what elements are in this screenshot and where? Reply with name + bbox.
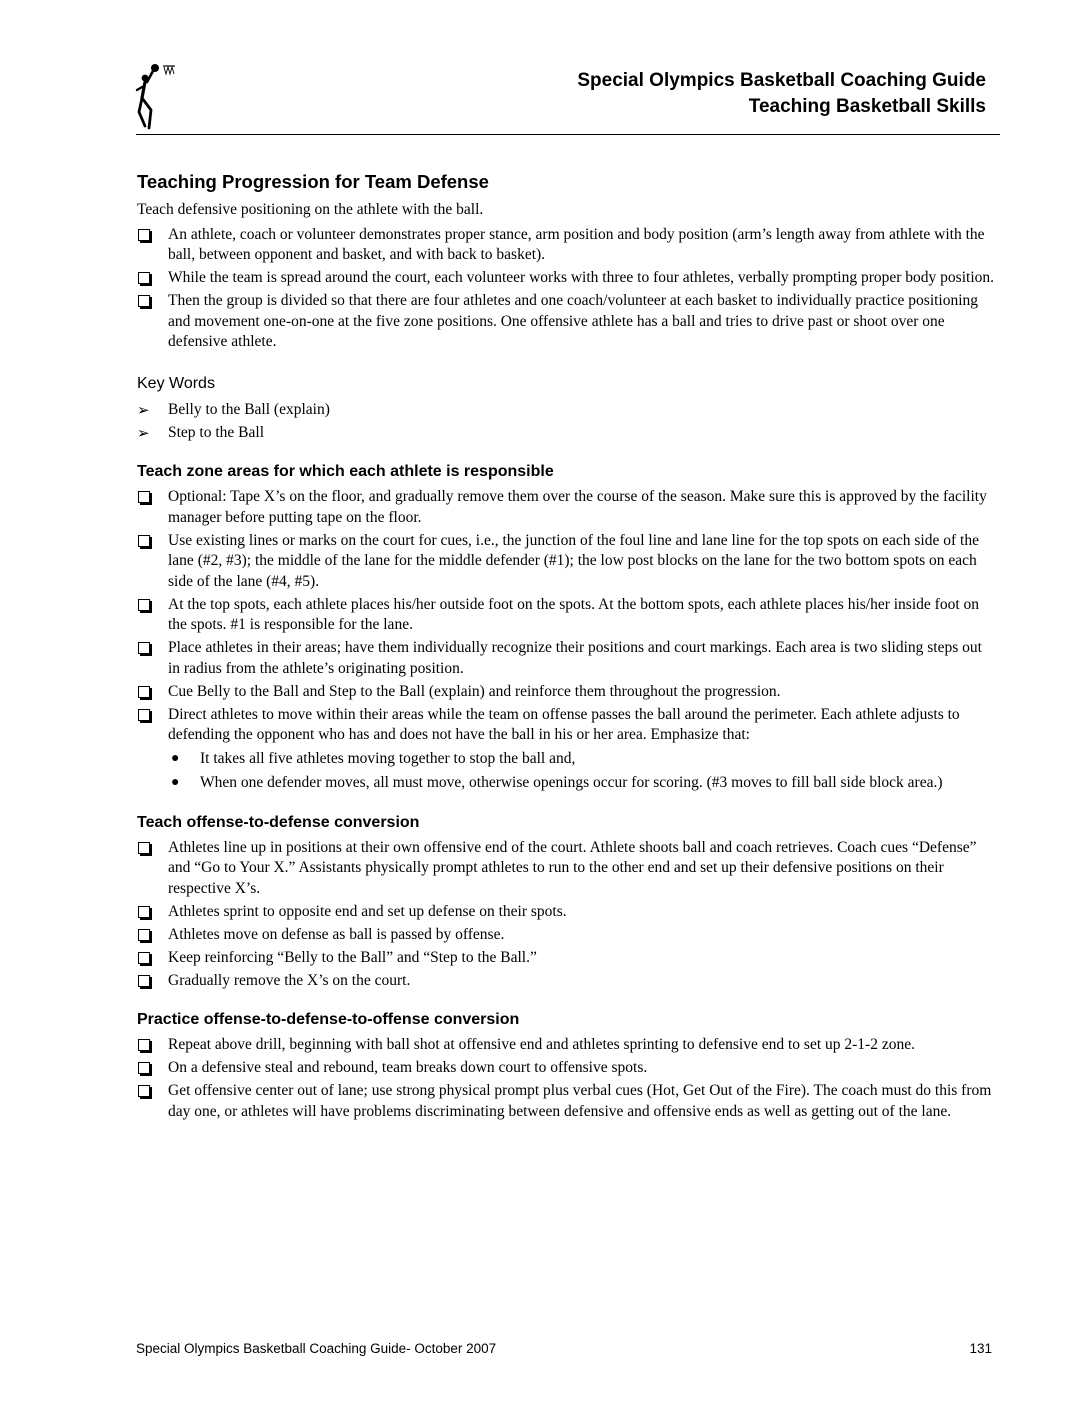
emphasis-list: [168, 749, 995, 794]
header-rule: [136, 134, 1000, 135]
list-item: Get offensive center out of lane; use strong physical prompt plus verbal cues (Hot, Get Out of the Fire). The coach must do this from day one, or athletes will have problems discriminating between defensive and offensive ends as well as getting out of the lane.: [137, 1081, 995, 1122]
page-title: Teaching Progression for Team Defense: [137, 171, 489, 192]
arrow-bullet-icon: ➢: [137, 400, 150, 419]
list-item: ● When one defender moves, all must move, otherwise openings occur for scoring. (#3 moves to fill ball side block area.): [168, 773, 995, 794]
list-item: Cue Belly to the Ball and Step to the Ball (explain) and reinforce them throughout the progression.: [137, 682, 995, 703]
list-item: While the team is spread around the court, each volunteer works with three to four athletes, verbally prompting proper body position.: [137, 268, 995, 289]
checkbox-icon: [138, 952, 150, 964]
checkbox-icon: [138, 295, 150, 307]
checkbox-icon: [138, 642, 150, 654]
checkbox-icon: [138, 491, 150, 503]
list-item: Direct athletes to move within their areas while the team on offense passes the ball around the perimeter. Each athlete adjusts to defending the opponent who has and does not have the ball in his or her area. Emphasize that: ● It takes all five athletes moving together to stop the ball and, ● When one defender moves, all must move, otherwise openings occur for scoring. (#3 moves to fill ball side block area.): [137, 705, 995, 794]
list-item: Athletes line up in positions at their own offensive end of the court. Athlete shoots ball and coach retrieves. Coach cues “Defense” and “Go to Your X.” Assistants physically prompt athletes to run to the other end and set up their defensive positions on their respective X’s.: [137, 838, 995, 900]
key-words-heading: Key Words: [137, 374, 215, 392]
practice-heading: Practice offense-to-defense-to-offense conversion: [137, 1011, 520, 1028]
intro-text: Teach defensive positioning on the athlete with the ball.: [137, 201, 484, 218]
checkbox-icon: [138, 929, 150, 941]
checkbox-icon: [138, 975, 150, 987]
checkbox-icon: [138, 709, 150, 721]
list-item: ● It takes all five athletes moving together to stop the ball and,: [168, 749, 995, 770]
conversion-list: [137, 838, 995, 992]
list-item: Athletes move on defense as ball is passed by offense.: [137, 925, 995, 946]
basketball-player-logo-icon: [133, 60, 181, 132]
list-item: Then the group is divided so that there are four athletes and one coach/volunteer at each basket to individually practice positioning and movement one-on-one at the five zone positions. One offensive athlete has a ball and tries to drive past or shoot over one defensive athlete.: [137, 291, 995, 353]
header-guide-title: Special Olympics Basketball Coaching Guide: [577, 70, 986, 91]
header-section-title: Teaching Basketball Skills: [748, 96, 986, 117]
footer-text: Special Olympics Basketball Coaching Guide- October 2007: [136, 1341, 497, 1356]
bullet-icon: ●: [171, 775, 180, 790]
bullet-icon: ●: [171, 750, 180, 766]
list-item: Athletes sprint to opposite end and set up defense on their spots.: [137, 902, 995, 923]
list-item: Place athletes in their areas; have them individually recognize their positions and court markings. Each area is two sliding steps out in radius from the athlete’s originating position.: [137, 638, 995, 679]
checkbox-icon: [138, 1062, 150, 1074]
list-item: On a defensive steal and rebound, team breaks down court to offensive spots.: [137, 1058, 995, 1079]
checkbox-icon: [138, 272, 150, 284]
list-item: Keep reinforcing “Belly to the Ball” and “Step to the Ball.”: [137, 948, 995, 969]
checkbox-icon: [138, 1039, 150, 1051]
practice-list: [137, 1035, 995, 1122]
key-words-list: [137, 400, 995, 444]
page-number: 131: [969, 1341, 992, 1356]
list-item: At the top spots, each athlete places his/her outside foot on the spots. At the bottom spots, each athlete places his/her inside foot on the spots. #1 is responsible for the lane.: [137, 595, 995, 636]
list-item: ➢ Step to the Ball: [137, 423, 265, 442]
list-item: Optional: Tape X’s on the floor, and gradually remove them over the course of the season. Make sure this is approved by the facility manager before putting tape on the floor.: [137, 487, 995, 528]
list-item: Use existing lines or marks on the court for cues, i.e., the junction of the foul line and lane line for the top spots on each side of the lane (#2, #3); the middle of the lane for the middle defender (#1); the low post blocks on the lane for the two bottom spots on each side of the lane (#4, #5).: [137, 531, 995, 593]
checkbox-icon: [138, 229, 150, 241]
checkbox-icon: [138, 686, 150, 698]
arrow-bullet-icon: ➢: [137, 423, 150, 442]
intro-list: [137, 225, 995, 353]
list-item: Repeat above drill, beginning with ball shot at offensive end and athletes sprinting to defensive end to set up 2-1-2 zone.: [137, 1035, 995, 1056]
checkbox-icon: [138, 1085, 150, 1097]
list-item: ➢ Belly to the Ball (explain): [137, 400, 330, 419]
zone-heading: Teach zone areas for which each athlete is responsible: [137, 463, 554, 480]
checkbox-icon: [138, 906, 150, 918]
page-header: [577, 68, 986, 120]
conversion-heading: Teach offense-to-defense conversion: [137, 813, 420, 831]
main-content: [137, 168, 995, 1125]
list-item: Gradually remove the X’s on the court.: [137, 971, 995, 992]
checkbox-icon: [138, 842, 150, 854]
zone-list: [137, 487, 995, 794]
list-item: An athlete, coach or volunteer demonstrates proper stance, arm position and body position (arm’s length away from athlete with the ball, between opponent and basket, and with back to basket).: [137, 225, 995, 266]
checkbox-icon: [138, 599, 150, 611]
checkbox-icon: [138, 535, 150, 547]
